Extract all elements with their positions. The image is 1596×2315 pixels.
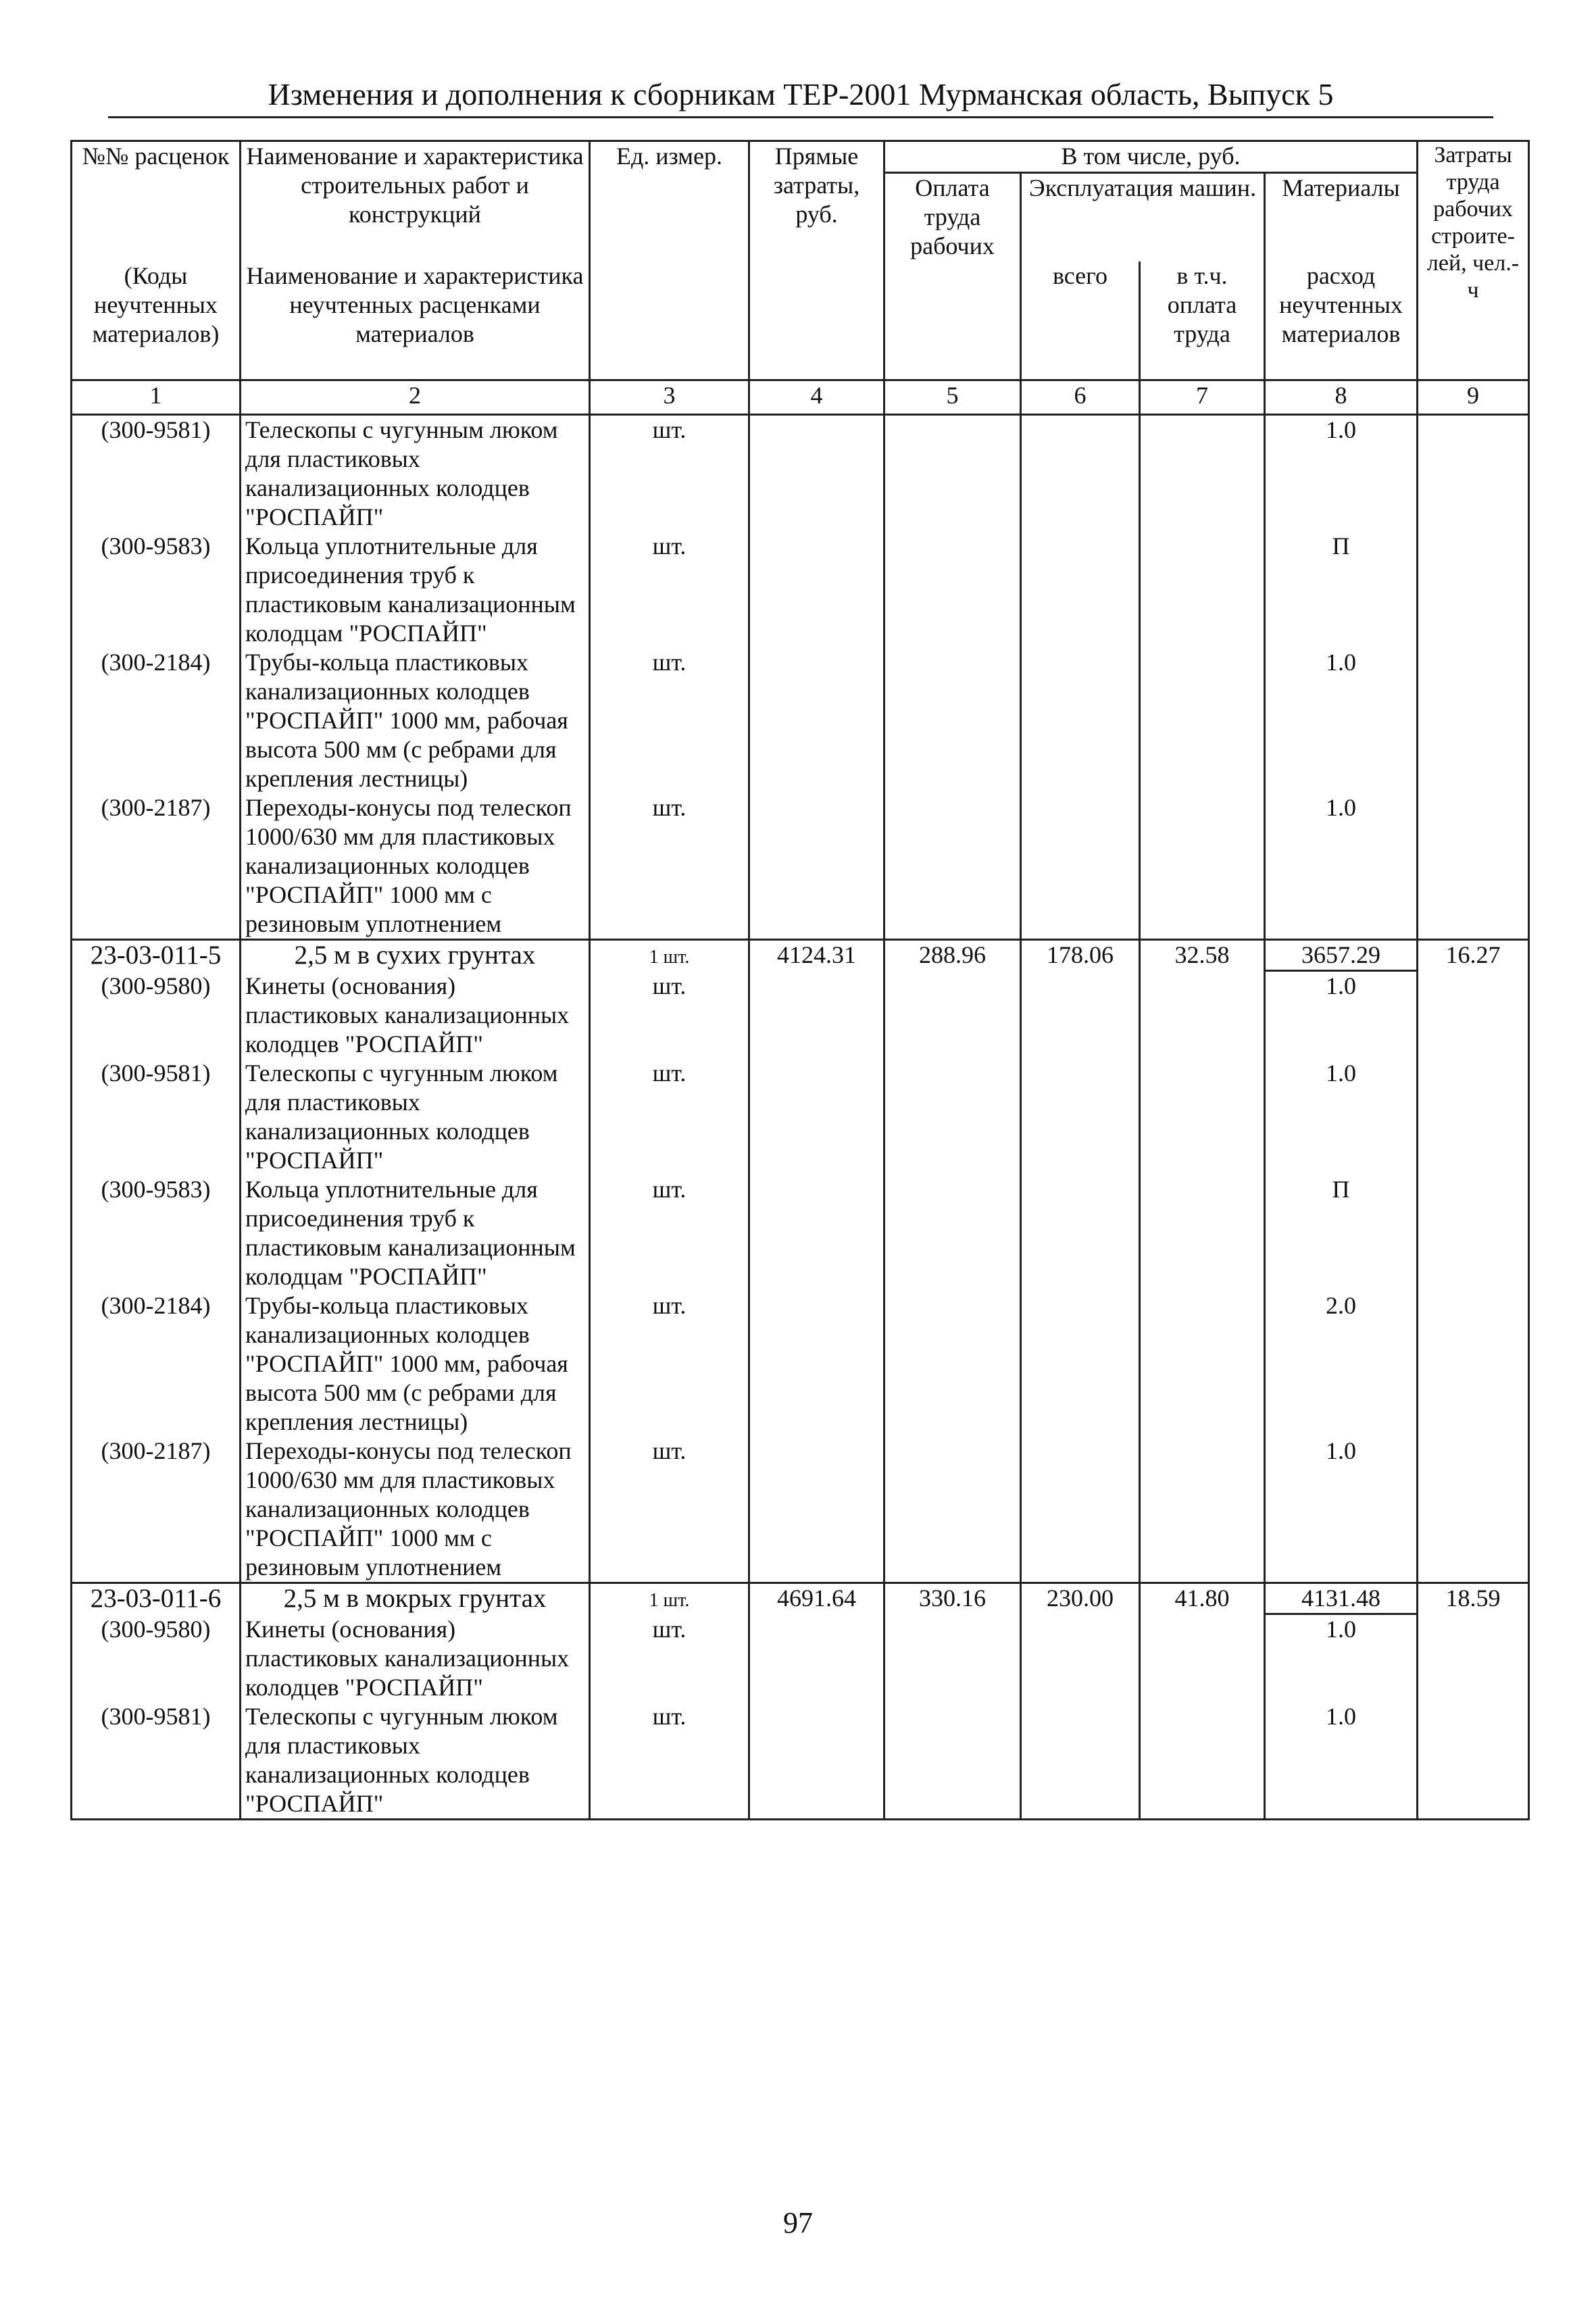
rate-row [72, 1583, 1529, 1616]
direct-costs [749, 1702, 884, 1820]
material-code: (300-2187) [72, 793, 241, 940]
labor-pay [884, 972, 1021, 1059]
material-usage: 1.0 [1265, 415, 1418, 532]
direct-costs [749, 1437, 884, 1583]
column-number: 8 [1265, 380, 1418, 415]
header-labor-pay: Оплата труда рабочих [884, 173, 1021, 380]
header-direct-costs: Прямые затраты, руб. [749, 141, 884, 380]
unit-cell: шт. [590, 1059, 749, 1175]
labor-pay [884, 1175, 1021, 1291]
unit-cell: шт. [590, 972, 749, 1059]
material-name: Телескопы с чугунным люком для пластиковых канализационных колодцев "РОСПАЙП" [241, 1059, 590, 1175]
material-name: Переходы-конусы под телескоп 1000/630 мм для пластиковых канализационных колодцев "РОСПАЙП" 1000 мм с резиновым уплотнением [241, 793, 590, 940]
direct-costs: 4691.64 [749, 1583, 884, 1616]
machines-total [1021, 1615, 1140, 1702]
material-row [72, 532, 1529, 648]
material-row [72, 415, 1529, 532]
work-name: 2,5 м в сухих грунтах [241, 940, 590, 972]
labor-pay [884, 793, 1021, 940]
machines-labor [1140, 1175, 1265, 1291]
material-usage [1265, 940, 1418, 972]
header-unit: Ед. измер. [590, 141, 749, 380]
labor-hours [1418, 415, 1529, 532]
machines-labor [1140, 648, 1265, 793]
labor-hours [1418, 1175, 1529, 1291]
column-number: 4 [749, 380, 884, 415]
material-code: (300-2184) [72, 1291, 241, 1437]
rate-row [72, 940, 1529, 972]
labor-hours [1418, 532, 1529, 648]
material-row [72, 1615, 1529, 1702]
rate-code: 23-03-011-6 [72, 1583, 241, 1616]
labor-hours [1418, 1615, 1529, 1702]
material-code: (300-9581) [72, 415, 241, 532]
material-row [72, 793, 1529, 940]
machines-labor [1140, 1615, 1265, 1702]
material-code: (300-9581) [72, 1702, 241, 1820]
material-code: (300-9580) [72, 972, 241, 1059]
machines-labor [1140, 1291, 1265, 1437]
machines-labor [1140, 1059, 1265, 1175]
direct-costs [749, 1175, 884, 1291]
labor-pay [884, 1437, 1021, 1583]
labor-hours: 18.59 [1418, 1583, 1529, 1616]
unit-cell: шт. [590, 1291, 749, 1437]
direct-costs [749, 1615, 884, 1702]
unit-cell: шт. [590, 1615, 749, 1702]
direct-costs [749, 793, 884, 940]
labor-hours [1418, 972, 1529, 1059]
direct-costs: 4124.31 [749, 940, 884, 972]
unit-cell: шт. [590, 648, 749, 793]
labor-hours [1418, 793, 1529, 940]
material-usage: 2.0 [1265, 1291, 1418, 1437]
machines-total [1021, 1702, 1140, 1820]
material-name: Кинеты (основания) пластиковых канализационных колодцев "РОСПАЙП" [241, 972, 590, 1059]
machines-total [1021, 972, 1140, 1059]
material-row [72, 1702, 1529, 1820]
material-name: Кинеты (основания) пластиковых канализационных колодцев "РОСПАЙП" [241, 1615, 590, 1702]
labor-hours [1418, 1702, 1529, 1820]
page-title: Изменения и дополнения к сборникам ТЕР-2001 Мурманская область, Выпуск 5 [268, 77, 1334, 111]
direct-costs [749, 972, 884, 1059]
column-number: 9 [1418, 380, 1529, 415]
material-code: (300-9581) [72, 1059, 241, 1175]
material-name: Кольца уплотнительные для присоединения труб к пластиковым канализационным колодцам "РОСПАЙП" [241, 532, 590, 648]
direct-costs [749, 532, 884, 648]
labor-hours [1418, 1437, 1529, 1583]
material-name: Переходы-конусы под телескоп 1000/630 мм для пластиковых канализационных колодцев "РОСПАЙП" 1000 мм с резиновым уплотнением [241, 1437, 590, 1583]
direct-costs [749, 1291, 884, 1437]
header-materials: Материалы [1265, 173, 1418, 262]
direct-costs [749, 1059, 884, 1175]
labor-pay [884, 1059, 1021, 1175]
machines-total [1021, 1175, 1140, 1291]
material-usage: П [1265, 532, 1418, 648]
material-code: (300-2184) [72, 648, 241, 793]
material-code: (300-2187) [72, 1437, 241, 1583]
material-name: Кольца уплотнительные для присоединения труб к пластиковым канализационным колодцам "РОСПАЙП" [241, 1175, 590, 1291]
machines-labor [1140, 415, 1265, 532]
header-including: В том числе, руб. [884, 141, 1418, 173]
labor-pay [884, 1702, 1021, 1820]
labor-hours: 16.27 [1418, 940, 1529, 972]
machines-labor [1140, 972, 1265, 1059]
header-material-usage: расход неучтенных материалов [1265, 262, 1418, 380]
rates-table [70, 140, 1530, 1820]
header-material-codes: (Коды неучтенных материалов) [72, 262, 241, 380]
unit-cell: шт. [590, 1175, 749, 1291]
material-row [72, 972, 1529, 1059]
header-code: №№ расценок [72, 141, 241, 262]
machines-total: 230.00 [1021, 1583, 1140, 1616]
header-machines-total: всего [1021, 262, 1140, 380]
material-name: Трубы-кольца пластиковых канализационных колодцев "РОСПАЙП" 1000 мм, рабочая высота 500 мм (с ребрами для крепления лестницы) [241, 1291, 590, 1437]
material-usage: 1.0 [1265, 972, 1418, 1059]
machines-total [1021, 1437, 1140, 1583]
material-code: (300-9583) [72, 532, 241, 648]
machines-total [1021, 1059, 1140, 1175]
page-number: 97 [783, 2206, 813, 2239]
unit-cell: шт. [590, 793, 749, 940]
machines-labor [1140, 793, 1265, 940]
machines-labor [1140, 1702, 1265, 1820]
material-usage: 1.0 [1265, 1059, 1418, 1175]
title-rule [108, 116, 1493, 118]
material-row [72, 648, 1529, 793]
column-number: 7 [1140, 380, 1265, 415]
labor-pay: 330.16 [884, 1583, 1021, 1616]
unit-value: 1 шт. [649, 947, 690, 968]
material-usage: 1.0 [1265, 793, 1418, 940]
unit-cell [590, 940, 749, 972]
column-number: 5 [884, 380, 1021, 415]
labor-pay [884, 1615, 1021, 1702]
machines-labor: 32.58 [1140, 940, 1265, 972]
column-number: 6 [1021, 380, 1140, 415]
labor-pay [884, 648, 1021, 793]
column-number: 2 [241, 380, 590, 415]
column-number: 1 [72, 380, 241, 415]
unit-cell: шт. [590, 532, 749, 648]
rate-code: 23-03-011-5 [72, 940, 241, 972]
labor-pay [884, 1291, 1021, 1437]
material-usage [1265, 1583, 1418, 1616]
machines-labor [1140, 1437, 1265, 1583]
machines-labor: 41.80 [1140, 1583, 1265, 1616]
unit-cell: шт. [590, 1437, 749, 1583]
material-code: (300-9580) [72, 1615, 241, 1702]
material-row [72, 1291, 1529, 1437]
material-row [72, 1059, 1529, 1175]
material-code: (300-9583) [72, 1175, 241, 1291]
machines-total: 178.06 [1021, 940, 1140, 972]
labor-pay [884, 532, 1021, 648]
header-name: Наименование и характеристика строительных работ и конструкций [241, 141, 590, 262]
machines-total [1021, 793, 1140, 940]
direct-costs [749, 415, 884, 532]
labor-hours [1418, 1291, 1529, 1437]
unit-cell: шт. [590, 1702, 749, 1820]
labor-pay: 288.96 [884, 940, 1021, 972]
material-usage: 1.0 [1265, 1702, 1418, 1820]
unit-cell: шт. [590, 415, 749, 532]
machines-total [1021, 648, 1140, 793]
materials-total: 4131.48 [1266, 1584, 1416, 1615]
header-material-names: Наименование и характеристика неучтенных расценками материалов [241, 262, 590, 380]
column-number: 3 [590, 380, 749, 415]
material-usage: 1.0 [1265, 648, 1418, 793]
machines-total [1021, 415, 1140, 532]
machines-total [1021, 1291, 1140, 1437]
unit-value: 1 шт. [649, 1590, 690, 1611]
material-name: Телескопы с чугунным люком для пластиковых канализационных колодцев "РОСПАЙП" [241, 1702, 590, 1820]
material-name: Телескопы с чугунным люком для пластиковых канализационных колодцев "РОСПАЙП" [241, 415, 590, 532]
machines-total [1021, 532, 1140, 648]
header-labor-hours: Затраты труда рабочих строите- лей, чел.-ч [1418, 141, 1529, 380]
header-machines-labor: в т.ч. оплата труда [1140, 262, 1265, 380]
header-machines: Эксплуатация машин. [1021, 173, 1265, 262]
material-usage: П [1265, 1175, 1418, 1291]
material-usage: 1.0 [1265, 1615, 1418, 1702]
work-name: 2,5 м в мокрых грунтах [241, 1583, 590, 1616]
material-row [72, 1437, 1529, 1583]
labor-hours [1418, 648, 1529, 793]
labor-hours [1418, 1059, 1529, 1175]
direct-costs [749, 648, 884, 793]
unit-cell [590, 1583, 749, 1616]
material-usage: 1.0 [1265, 1437, 1418, 1583]
labor-pay [884, 415, 1021, 532]
material-row [72, 1175, 1529, 1291]
material-name: Трубы-кольца пластиковых канализационных колодцев "РОСПАЙП" 1000 мм, рабочая высота 500 мм (с ребрами для крепления лестницы) [241, 648, 590, 793]
machines-labor [1140, 532, 1265, 648]
materials-total: 3657.29 [1266, 941, 1416, 972]
